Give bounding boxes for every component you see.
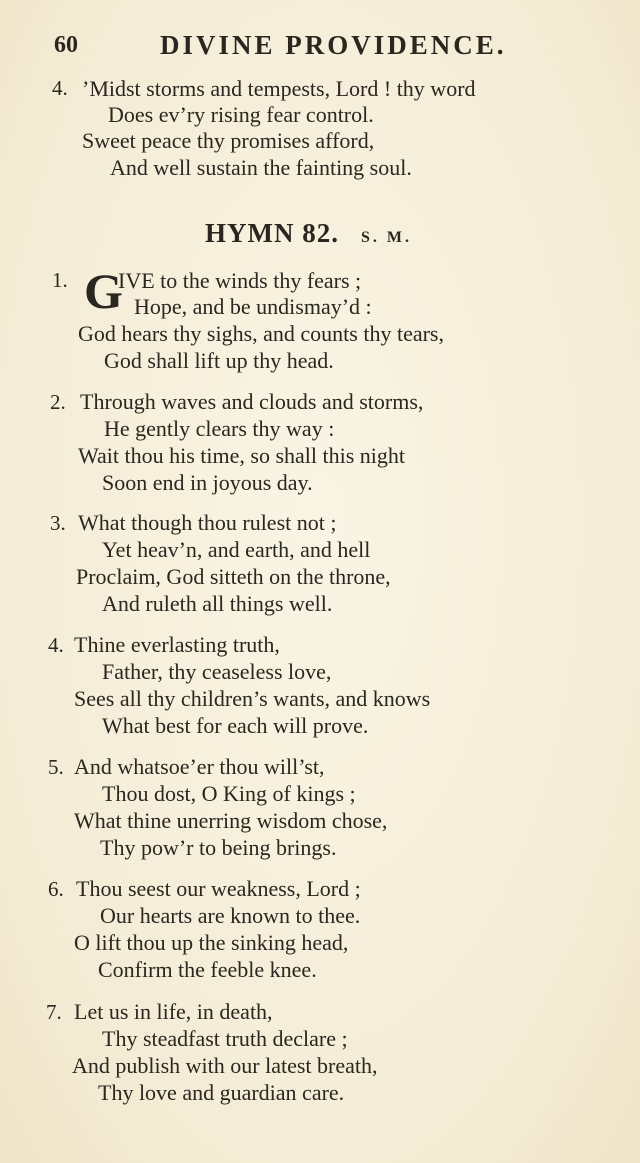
verse-line: Our hearts are known to thee. — [100, 903, 361, 928]
verse-line: Yet heav’n, and earth, and hell — [102, 537, 371, 562]
drop-cap: G — [84, 263, 123, 319]
hymn-heading — [205, 218, 412, 249]
verse-line: What thine unerring wisdom chose, — [74, 808, 388, 833]
hymn-meter: S. M. — [360, 229, 412, 246]
verse-line: Thou dost, O King of kings ; — [102, 781, 356, 806]
page-number: 60 — [54, 32, 78, 58]
verse-line: ’Midst storms and tempests, Lord ! thy word — [82, 76, 476, 101]
stanza-number: 4. — [52, 76, 68, 100]
verse-line: What best for each will prove. — [102, 713, 369, 738]
verse-line: Does ev’ry rising fear control. — [108, 102, 374, 127]
running-title: DIVINE PROVIDENCE. — [160, 30, 507, 60]
verse-line: And well sustain the fainting soul. — [110, 155, 412, 180]
stanza-number: 1. — [52, 268, 68, 292]
stanza-number: 5. — [48, 755, 64, 779]
verse-line: God hears thy sighs, and counts thy tears, — [78, 321, 444, 346]
verse-line: O lift thou up the sinking head, — [74, 930, 349, 955]
verse-line: Thy steadfast truth declare ; — [102, 1026, 348, 1051]
verse-line: And ruleth all things well. — [102, 591, 333, 616]
stanza-number: 3. — [50, 511, 66, 535]
verse-line: Father, thy ceaseless love, — [102, 659, 332, 684]
verse-line: Let us in life, in death, — [74, 999, 273, 1024]
stanza-number: 7. — [46, 1000, 62, 1024]
verse-line: He gently clears thy way : — [104, 416, 335, 441]
stanza-number: 2. — [50, 390, 66, 414]
verse-line: Thine everlasting truth, — [74, 632, 280, 657]
verse-line: IVE to the winds thy fears ; — [118, 268, 362, 293]
verse-line: Thy love and guardian care. — [98, 1080, 345, 1105]
verse-line: And whatsoe’er thou will’st, — [74, 754, 325, 779]
verse-line: Soon end in joyous day. — [102, 470, 313, 495]
verse-line: Thy pow’r to being brings. — [100, 835, 337, 860]
verse-line: What though thou rulest not ; — [78, 510, 337, 535]
verse-line: Confirm the feeble knee. — [98, 957, 317, 982]
verse-line: Hope, and be undismay’d : — [134, 294, 372, 319]
verse-line: Through waves and clouds and storms, — [80, 389, 424, 414]
running-header — [52, 28, 592, 62]
verse-line: Wait thou his time, so shall this night — [78, 443, 406, 468]
verse-line: And publish with our latest breath, — [72, 1053, 378, 1078]
hymn-title: HYMN 82. — [205, 218, 339, 248]
verse-line: Sweet peace thy promises afford, — [82, 128, 375, 153]
verse-line: God shall lift up thy head. — [104, 348, 334, 373]
verse-line: Thou seest our weakness, Lord ; — [76, 876, 361, 901]
stanza-number: 6. — [48, 877, 64, 901]
verse-line: Sees all thy children’s wants, and knows — [74, 686, 431, 711]
verse-line: Proclaim, God sitteth on the throne, — [76, 564, 391, 589]
stanza-number: 4. — [48, 633, 64, 657]
